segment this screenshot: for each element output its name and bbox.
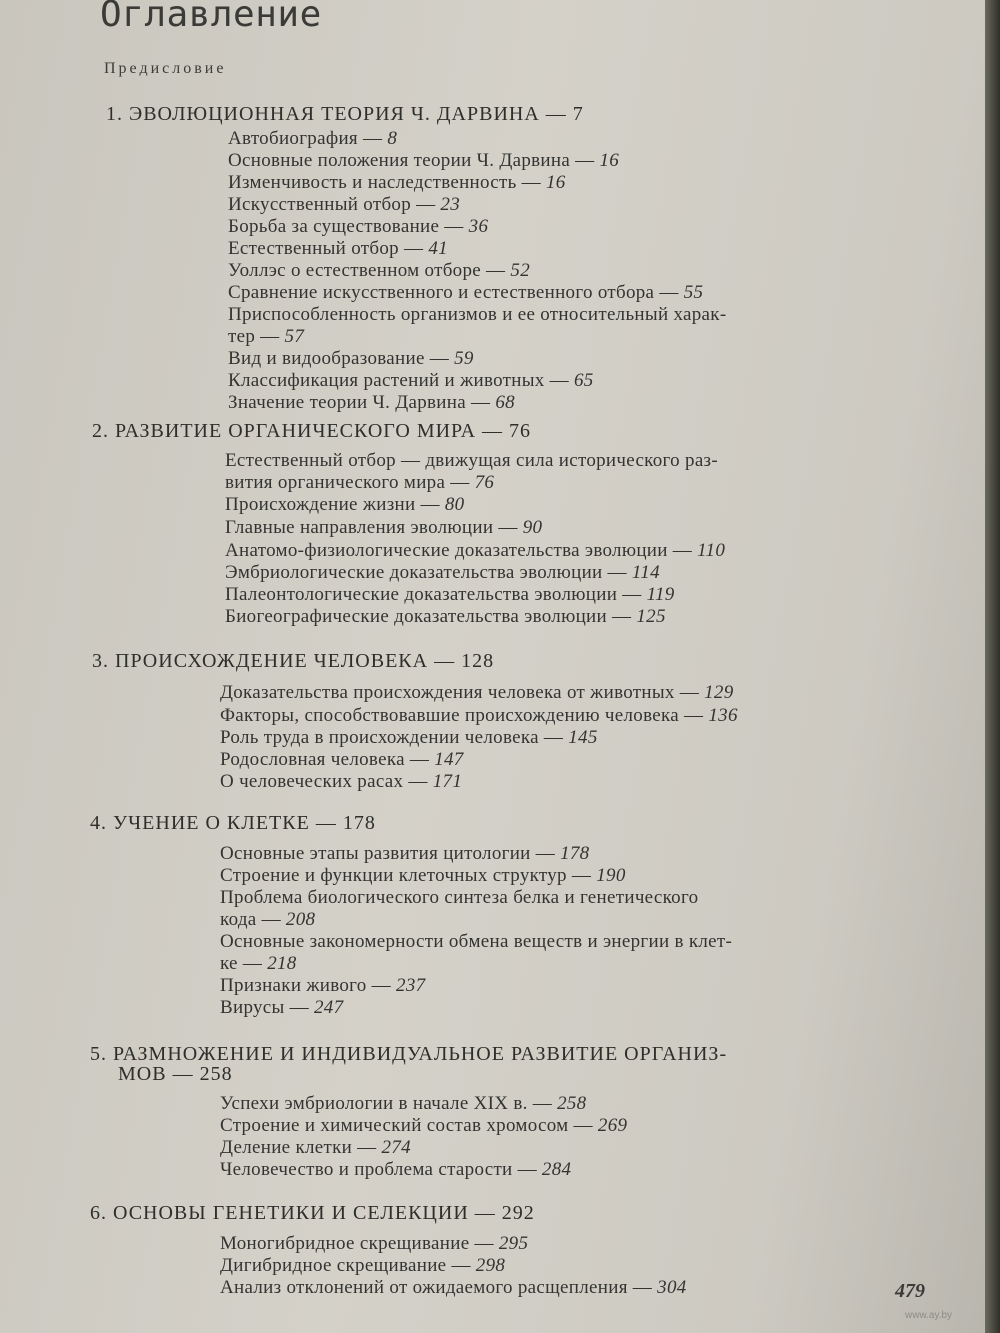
toc-entry-title: Факторы, способствовавшие происхождению человека — [220, 705, 709, 726]
toc-entry [220, 1093, 586, 1115]
book-edge [985, 0, 1000, 1333]
toc-entry-title: тер — [228, 326, 285, 347]
toc-entry-page: 8 [387, 128, 398, 149]
toc-entry [225, 494, 464, 516]
toc-entry-page: 55 [683, 282, 704, 303]
toc-entry [228, 370, 594, 392]
toc-entry [228, 326, 304, 348]
toc-entry-page: 171 [432, 771, 463, 792]
toc-entry-title: вития органического мира — [225, 472, 475, 493]
toc-entry [220, 682, 734, 704]
toc-entry-title: кода — [220, 909, 286, 930]
preface-entry: Предисловие [104, 60, 227, 77]
toc-entry-title: Признаки живого — [220, 975, 397, 996]
toc-entry-page: 218 [267, 953, 297, 974]
toc-entry-page: 295 [498, 1233, 529, 1254]
toc-entry-title: Искусственный отбор — [228, 194, 441, 215]
toc-entry [220, 1115, 627, 1137]
toc-entry [220, 727, 598, 749]
toc-entry-title: Проблема биологического синтеза белка и генетического [220, 887, 699, 908]
toc-entry-title: Автобиография — [228, 128, 388, 149]
toc-entry-page: 178 [560, 843, 590, 864]
toc-entry [220, 1233, 528, 1255]
toc-entry-title: Классификация растений и животных — [228, 370, 574, 391]
chapter-heading: 2. РАЗВИТИЕ ОРГАНИЧЕСКОГО МИРА — 76 [92, 420, 532, 442]
toc-entry [228, 172, 566, 194]
toc-entry-title: Роль труда в происхождении человека — [220, 727, 569, 748]
toc-entry-page: 119 [646, 584, 675, 605]
toc-title: Оглавление [100, 0, 322, 35]
toc-entry-page: 284 [541, 1159, 572, 1180]
toc-entry-page: 90 [522, 517, 543, 538]
toc-entry [228, 238, 448, 260]
toc-entry-page: 190 [596, 865, 626, 886]
toc-entry-title: Анатомо-физиологические доказательства эволюции — [225, 540, 698, 561]
toc-entry [228, 216, 488, 238]
toc-entry-page: 23 [440, 194, 461, 215]
toc-entry [228, 150, 619, 172]
toc-entry-page: 52 [510, 260, 530, 281]
toc-entry-page: 304 [657, 1277, 687, 1298]
toc-entry [220, 749, 464, 771]
toc-entry [220, 771, 462, 793]
toc-entry [220, 997, 343, 1019]
toc-entry [220, 953, 297, 975]
toc-entry-title: Основные этапы развития цитологии — [220, 843, 561, 864]
toc-entry [228, 260, 530, 282]
toc-entry [228, 282, 703, 304]
toc-entry-title: Вирусы — [220, 997, 314, 1018]
toc-entry-page: 147 [434, 749, 464, 770]
toc-entry [220, 705, 738, 727]
toc-entry-title: Родословная человека — [220, 749, 435, 770]
toc-entry-title: Моногибридное скрещивание — [220, 1233, 499, 1254]
toc-entry-page: 57 [284, 326, 305, 347]
toc-entry-title: Вид и видообразование — [228, 348, 455, 369]
toc-entry-page: 16 [599, 150, 620, 171]
toc-entry-page: 125 [636, 606, 666, 627]
page-number: 479 [895, 1280, 925, 1302]
toc-entry [220, 931, 732, 953]
toc-entry-title: Палеонтологические доказательства эволюции — [225, 584, 647, 605]
toc-entry-title: Анализ отклонений от ожидаемого расщепления — [220, 1277, 658, 1298]
chapter-heading: 5. РАЗМНОЖЕНИЕ И ИНДИВИДУАЛЬНОЕ РАЗВИТИЕ ОРГАНИЗ- [90, 1043, 728, 1065]
toc-entry-page: 247 [314, 997, 344, 1018]
toc-entry-page: 76 [474, 472, 495, 493]
toc-entry-page: 208 [285, 909, 316, 930]
toc-entry-page: 258 [557, 1093, 587, 1114]
toc-entry-page: 136 [708, 705, 738, 726]
toc-entry-title: Деление клетки — [220, 1137, 382, 1158]
toc-entry [228, 194, 460, 216]
toc-entry-page: 129 [704, 682, 734, 703]
toc-entry [225, 472, 494, 494]
toc-entry [225, 606, 666, 628]
watermark: www.ay.by [905, 1310, 953, 1321]
toc-entry-page: 59 [454, 348, 474, 369]
toc-entry [225, 562, 660, 584]
toc-entry [220, 843, 589, 865]
chapter-heading: 1. ЭВОЛЮЦИОННАЯ ТЕОРИЯ Ч. ДАРВИНА — 7 [106, 103, 584, 125]
toc-entry-title: Человечество и проблема старости — [220, 1159, 542, 1180]
toc-entry-title: Доказательства происхождения человека от животных — [220, 682, 705, 703]
toc-entry-title: Приспособленность организмов и ее относительный харак- [228, 304, 727, 325]
toc-entry [220, 1159, 571, 1181]
toc-entry-title: Строение и функции клеточных структур — [220, 865, 597, 886]
toc-entry [228, 348, 474, 370]
toc-entry-title: Успехи эмбриологии в начале XIX в. — [220, 1093, 558, 1114]
toc-entry [225, 540, 725, 562]
toc-entry-page: 145 [568, 727, 598, 748]
toc-entry-title: Значение теории Ч. Дарвина — [228, 392, 496, 413]
toc-entry [225, 517, 542, 539]
toc-entry-title: О человеческих расах — [220, 771, 433, 792]
toc-entry [228, 304, 726, 326]
toc-entry-title: Основные положения теории Ч. Дарвина — [228, 150, 600, 171]
toc-entry-page: 114 [631, 562, 660, 583]
toc-entry [220, 865, 626, 887]
toc-entry [220, 975, 425, 997]
toc-entry [220, 909, 315, 931]
toc-entry-title: Строение и химический состав хромосом — [220, 1115, 598, 1136]
chapter-heading-continuation: МОВ — 258 [118, 1063, 233, 1085]
toc-entry-page: 237 [396, 975, 426, 996]
toc-entry-title: Естественный отбор — [228, 238, 429, 259]
toc-entry-title: Сравнение искусственного и естественного отбора — [228, 282, 684, 303]
toc-entry-page: 269 [597, 1115, 628, 1136]
toc-entry-title: Борьба за существование — [228, 216, 469, 237]
toc-entry [225, 584, 675, 606]
chapter-heading: 4. УЧЕНИЕ О КЛЕТКЕ — 178 [90, 812, 376, 834]
toc-entry [225, 450, 718, 472]
toc-entry-title: Эмбриологические доказательства эволюции — [225, 562, 632, 583]
toc-entry-page: 65 [574, 370, 594, 391]
toc-entry-page: 36 [468, 216, 489, 237]
chapter-heading: 6. ОСНОВЫ ГЕНЕТИКИ И СЕЛЕКЦИИ — 292 [90, 1202, 535, 1224]
toc-entry-title: Изменчивость и наследственность — [228, 172, 546, 193]
toc-entry-title: Происхождение жизни — [225, 494, 445, 515]
chapter-heading: 3. ПРОИСХОЖДЕНИЕ ЧЕЛОВЕКА — 128 [92, 650, 495, 672]
toc-entry [228, 392, 515, 414]
toc-entry-page: 110 [697, 540, 726, 561]
toc-entry [220, 1137, 411, 1159]
toc-entry-title: Основные закономерности обмена веществ и энергии в клет- [220, 931, 733, 952]
toc-entry-page: 80 [444, 494, 465, 515]
toc-entry-page: 298 [475, 1255, 506, 1276]
toc-entry [220, 1277, 687, 1299]
toc-entry-title: ке — [220, 953, 268, 974]
toc-entry-title: Уоллэс о естественном отборе — [228, 260, 511, 281]
toc-entry-page: 16 [546, 172, 566, 193]
toc-entry [220, 1255, 505, 1277]
toc-entry-title: Биогеографические доказательства эволюции — [225, 606, 637, 627]
toc-entry [220, 887, 698, 909]
toc-entry-page: 274 [381, 1137, 411, 1158]
toc-entry-title: Дигибридное скрещивание — [220, 1255, 476, 1276]
toc-entry-page: 41 [428, 238, 448, 259]
toc-entry-page: 68 [495, 392, 515, 413]
toc-entry-title: Главные направления эволюции — [225, 517, 523, 538]
toc-entry [228, 128, 397, 150]
toc-entry-title: Естественный отбор — движущая сила исторического раз- [225, 450, 718, 471]
